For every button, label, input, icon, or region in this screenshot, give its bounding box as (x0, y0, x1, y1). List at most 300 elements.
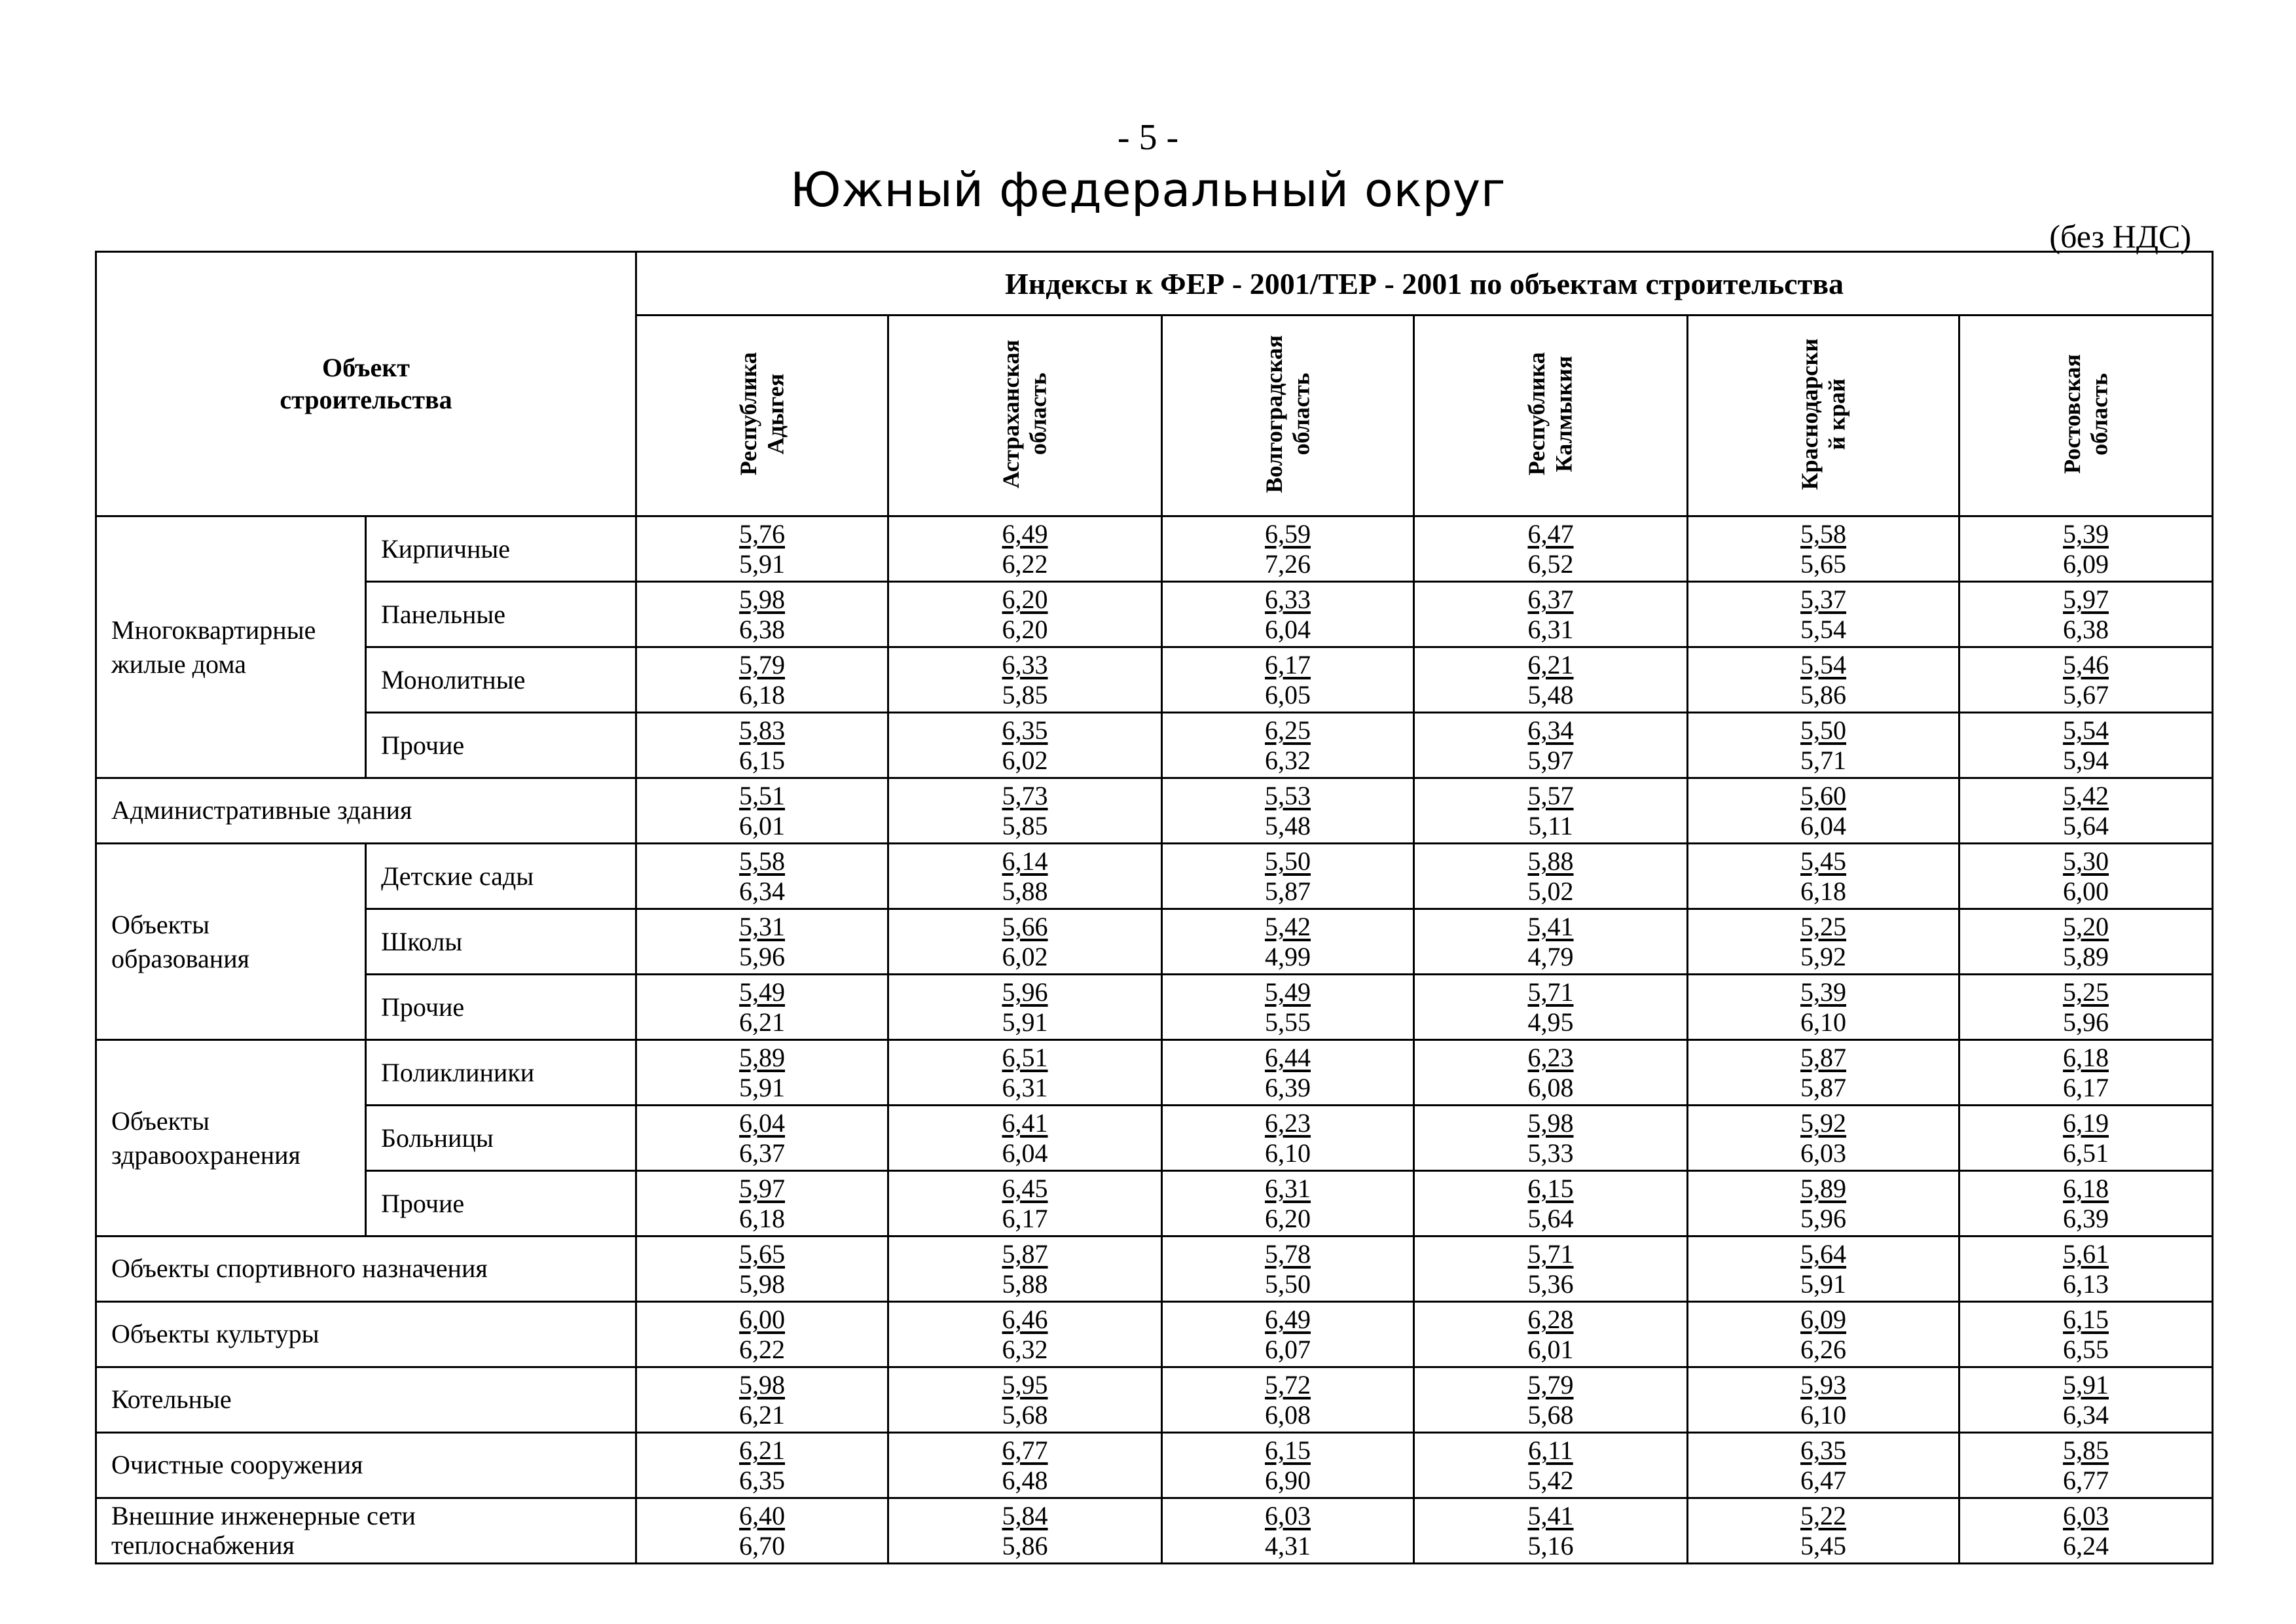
index-value-fer: 6,23 (1265, 1108, 1311, 1138)
index-value-ter: 7,26 (1265, 549, 1311, 579)
index-value-cell (636, 1433, 888, 1498)
table-row (96, 647, 2213, 713)
index-value-ter: 5,92 (1800, 941, 1846, 971)
index-value-fer: 5,97 (739, 1173, 785, 1203)
index-value-fer: 6,18 (2063, 1042, 2109, 1072)
index-value-fer: 5,39 (2063, 518, 2109, 549)
index-value-cell (1414, 909, 1688, 975)
index-value-fer: 5,97 (2063, 584, 2109, 614)
index-value-cell (636, 1367, 888, 1433)
index-value-ter: 6,08 (1265, 1399, 1311, 1430)
index-value-ter: 6,77 (2063, 1465, 2109, 1495)
index-value-cell (1688, 1106, 1959, 1171)
index-value-ter: 5,55 (1265, 1007, 1311, 1037)
index-value-fer: 5,61 (2063, 1238, 2109, 1269)
index-value-fer: 6,14 (1002, 846, 1048, 876)
index-value-ter: 6,20 (1265, 1203, 1311, 1233)
index-value-fer: 5,25 (2063, 977, 2109, 1007)
index-value-ter: 6,37 (739, 1138, 785, 1168)
index-value-cell (1688, 1040, 1959, 1106)
index-value-ter: 6,38 (2063, 614, 2109, 644)
object-group-label: Объекты здравоохранения (96, 1040, 366, 1236)
index-value-fer: 5,49 (739, 977, 785, 1007)
indices-header (636, 252, 2213, 316)
index-value-cell (1959, 1498, 2213, 1564)
index-value-cell (1162, 1040, 1414, 1106)
index-value-cell (1162, 1433, 1414, 1498)
index-value-fer: 5,31 (739, 911, 785, 941)
index-value-ter: 6,02 (1002, 745, 1048, 775)
index-value-ter: 6,51 (2063, 1138, 2109, 1168)
index-value-ter: 6,35 (739, 1465, 785, 1495)
index-value-fer: 6,35 (1002, 715, 1048, 745)
index-value-cell (1162, 516, 1414, 582)
index-value-fer: 5,58 (739, 846, 785, 876)
index-value-cell (1414, 582, 1688, 647)
index-value-cell (1162, 713, 1414, 778)
index-value-fer: 6,49 (1002, 518, 1048, 549)
index-value-ter: 6,22 (739, 1334, 785, 1364)
index-value-fer: 6,19 (2063, 1108, 2109, 1138)
index-value-ter: 6,18 (739, 679, 785, 710)
index-value-cell (1162, 1236, 1414, 1302)
index-value-cell (636, 778, 888, 844)
index-value-cell (1162, 1498, 1414, 1564)
index-value-fer: 5,84 (1002, 1500, 1048, 1530)
index-value-fer: 5,87 (1800, 1042, 1846, 1072)
index-value-fer: 5,45 (1800, 846, 1846, 876)
index-value-fer: 6,44 (1265, 1042, 1311, 1072)
index-value-cell (1959, 1433, 2213, 1498)
index-value-cell (888, 909, 1162, 975)
index-value-ter: 5,64 (1527, 1203, 1574, 1233)
table-row (96, 778, 2213, 844)
index-value-cell (888, 1367, 1162, 1433)
index-value-ter: 5,94 (2063, 745, 2109, 775)
index-value-fer: 5,83 (739, 715, 785, 745)
index-value-cell (1688, 1236, 1959, 1302)
index-value-ter: 6,34 (739, 876, 785, 906)
table-row (96, 975, 2213, 1040)
index-value-cell (1162, 647, 1414, 713)
index-value-ter: 6,04 (1265, 614, 1311, 644)
index-value-fer: 5,96 (1002, 977, 1048, 1007)
index-value-cell (1162, 1367, 1414, 1433)
index-value-ter: 5,96 (2063, 1007, 2109, 1037)
table-row (96, 1433, 2213, 1498)
vat-note: (без НДС) (2049, 218, 2191, 255)
index-value-cell (1414, 844, 1688, 909)
index-value-fer: 5,54 (1800, 649, 1846, 679)
index-value-cell (636, 1106, 888, 1171)
table-row (96, 1236, 2213, 1302)
index-value-cell (1688, 1367, 1959, 1433)
index-value-fer: 5,98 (1527, 1108, 1574, 1138)
index-value-fer: 5,65 (739, 1238, 785, 1269)
index-value-fer: 6,40 (739, 1500, 785, 1530)
index-value-ter: 6,01 (739, 810, 785, 840)
index-value-cell (1959, 1302, 2213, 1367)
index-value-fer: 6,00 (739, 1304, 785, 1334)
index-value-cell (636, 713, 888, 778)
index-value-ter: 5,16 (1527, 1530, 1574, 1561)
index-value-cell (1162, 1302, 1414, 1367)
index-value-fer: 5,98 (739, 1369, 785, 1399)
index-value-cell (1162, 582, 1414, 647)
index-value-fer: 5,98 (739, 584, 785, 614)
index-value-ter: 5,68 (1527, 1399, 1574, 1430)
index-value-fer: 5,73 (1002, 780, 1048, 810)
index-value-fer: 5,42 (1265, 911, 1311, 941)
index-value-fer: 6,04 (739, 1108, 785, 1138)
table-row (96, 582, 2213, 647)
index-value-fer: 5,71 (1527, 977, 1574, 1007)
index-value-cell (1414, 1171, 1688, 1236)
index-value-cell (888, 1236, 1162, 1302)
page-title: Южный федеральный округ (790, 162, 1506, 217)
index-value-ter: 6,07 (1265, 1334, 1311, 1364)
index-value-fer: 5,37 (1800, 584, 1846, 614)
index-value-fer: 5,78 (1265, 1238, 1311, 1269)
index-value-fer: 5,20 (2063, 911, 2109, 941)
index-value-fer: 5,41 (1527, 1500, 1574, 1530)
index-value-ter: 5,64 (2063, 810, 2109, 840)
index-value-cell (888, 713, 1162, 778)
index-value-fer: 6,33 (1002, 649, 1048, 679)
index-value-fer: 5,89 (1800, 1173, 1846, 1203)
index-value-fer: 5,79 (1527, 1369, 1574, 1399)
page-number: - 5 - (1117, 117, 1179, 158)
index-value-fer: 6,33 (1265, 584, 1311, 614)
object-label: Внешние инженерные сети теплоснабжения (96, 1498, 636, 1564)
index-value-fer: 6,35 (1800, 1435, 1846, 1465)
index-value-cell (1162, 778, 1414, 844)
index-value-ter: 6,18 (1800, 876, 1846, 906)
index-value-fer: 5,66 (1002, 911, 1048, 941)
index-value-fer: 5,58 (1800, 518, 1846, 549)
index-value-cell (1414, 1433, 1688, 1498)
index-value-ter: 6,31 (1002, 1072, 1048, 1102)
object-column-header-label: Объект строительства (280, 352, 452, 414)
index-value-cell (1959, 1106, 2213, 1171)
object-label: Объекты спортивного назначения (96, 1236, 636, 1302)
object-subtype-label: Прочие (366, 975, 636, 1040)
index-value-cell (1688, 1433, 1959, 1498)
index-value-cell (1959, 1367, 2213, 1433)
index-value-cell (1959, 975, 2213, 1040)
index-value-ter: 5,65 (1800, 549, 1846, 579)
index-value-ter: 5,11 (1528, 810, 1573, 840)
index-value-ter: 6,02 (1002, 941, 1048, 971)
index-value-fer: 6,37 (1527, 584, 1574, 614)
table-row (96, 909, 2213, 975)
object-subtype-label: Прочие (366, 713, 636, 778)
index-value-ter: 5,68 (1002, 1399, 1048, 1430)
index-value-ter: 5,88 (1002, 1269, 1048, 1299)
object-group-label: Многоквартирные жилые дома (96, 516, 366, 778)
index-value-cell (888, 516, 1162, 582)
index-value-ter: 5,85 (1002, 679, 1048, 710)
index-value-fer: 6,03 (1265, 1500, 1311, 1530)
index-value-fer: 5,57 (1527, 780, 1574, 810)
index-value-ter: 4,31 (1265, 1530, 1311, 1561)
index-value-ter: 5,48 (1527, 679, 1574, 710)
index-value-ter: 5,87 (1265, 876, 1311, 906)
index-value-fer: 5,41 (1527, 911, 1574, 941)
index-value-fer: 6,45 (1002, 1173, 1048, 1203)
index-value-fer: 5,71 (1527, 1238, 1574, 1269)
index-value-cell (1688, 975, 1959, 1040)
region-header-label: Волгоградская область (1260, 334, 1314, 494)
index-value-fer: 5,46 (2063, 649, 2109, 679)
index-table (95, 251, 2214, 1564)
index-value-fer: 6,15 (1527, 1173, 1574, 1203)
index-value-ter: 6,38 (739, 614, 785, 644)
index-value-fer: 6,20 (1002, 584, 1048, 614)
index-value-ter: 4,79 (1527, 941, 1574, 971)
index-value-ter: 6,70 (739, 1530, 785, 1561)
index-value-cell (888, 1498, 1162, 1564)
index-value-ter: 6,26 (1800, 1334, 1846, 1364)
index-value-cell (888, 582, 1162, 647)
index-value-ter: 5,67 (2063, 679, 2109, 710)
index-value-ter: 6,17 (2063, 1072, 2109, 1102)
index-value-cell (1688, 713, 1959, 778)
index-value-ter: 6,32 (1265, 745, 1311, 775)
index-value-fer: 6,41 (1002, 1108, 1048, 1138)
index-value-ter: 6,24 (2063, 1530, 2109, 1561)
index-value-cell (636, 975, 888, 1040)
index-value-ter: 5,50 (1265, 1269, 1311, 1299)
index-value-ter: 6,20 (1002, 614, 1048, 644)
index-value-cell (1162, 844, 1414, 909)
index-value-cell (1414, 713, 1688, 778)
table-row (96, 844, 2213, 909)
index-value-ter: 6,31 (1527, 614, 1574, 644)
index-value-cell (636, 1302, 888, 1367)
index-value-fer: 6,17 (1265, 649, 1311, 679)
index-value-cell (888, 1433, 1162, 1498)
index-value-fer: 5,93 (1800, 1369, 1846, 1399)
object-subtype-label: Школы (366, 909, 636, 975)
object-subtype-label: Кирпичные (366, 516, 636, 582)
region-header (1959, 316, 2213, 516)
index-value-ter: 5,02 (1527, 876, 1574, 906)
object-column-header (96, 252, 636, 516)
index-value-ter: 5,86 (1800, 679, 1846, 710)
index-value-cell (888, 975, 1162, 1040)
index-value-fer: 6,46 (1002, 1304, 1048, 1334)
table-row (96, 1498, 2213, 1564)
object-subtype-label: Панельные (366, 582, 636, 647)
index-value-cell (636, 1236, 888, 1302)
index-value-fer: 5,72 (1265, 1369, 1311, 1399)
index-value-cell (1414, 778, 1688, 844)
index-value-ter: 6,55 (2063, 1334, 2109, 1364)
index-value-ter: 6,47 (1800, 1465, 1846, 1495)
index-value-ter: 4,99 (1265, 941, 1311, 971)
index-value-cell (1414, 975, 1688, 1040)
index-value-cell (1959, 516, 2213, 582)
index-value-fer: 5,51 (739, 780, 785, 810)
object-label: Очистные сооружения (96, 1433, 636, 1498)
index-value-cell (1688, 647, 1959, 713)
index-value-ter: 6,39 (2063, 1203, 2109, 1233)
table-row (96, 516, 2213, 582)
index-value-ter: 6,04 (1800, 810, 1846, 840)
indices-header-label: Индексы к ФЕР - 2001/ТЕР - 2001 по объектам строительства (1004, 266, 1844, 300)
index-value-cell (888, 778, 1162, 844)
region-header (1162, 316, 1414, 516)
index-value-fer: 5,85 (2063, 1435, 2109, 1465)
index-value-fer: 5,50 (1800, 715, 1846, 745)
index-value-cell (1414, 1040, 1688, 1106)
index-value-fer: 6,77 (1002, 1435, 1048, 1465)
index-value-cell (888, 647, 1162, 713)
index-value-cell (1414, 1302, 1688, 1367)
index-value-cell (1688, 909, 1959, 975)
index-value-cell (1162, 909, 1414, 975)
object-label: Административные здания (96, 778, 636, 844)
index-value-fer: 5,95 (1002, 1369, 1048, 1399)
index-value-fer: 5,25 (1800, 911, 1846, 941)
index-value-ter: 6,10 (1800, 1007, 1846, 1037)
index-value-ter: 6,21 (739, 1399, 785, 1430)
object-label: Объекты культуры (96, 1302, 636, 1367)
index-value-fer: 5,79 (739, 649, 785, 679)
object-subtype-label: Больницы (366, 1106, 636, 1171)
index-value-ter: 6,39 (1265, 1072, 1311, 1102)
index-value-fer: 5,89 (739, 1042, 785, 1072)
index-value-ter: 6,13 (2063, 1269, 2109, 1299)
index-value-ter: 6,21 (739, 1007, 785, 1037)
index-value-cell (1414, 516, 1688, 582)
index-value-ter: 5,71 (1800, 745, 1846, 775)
index-value-ter: 6,34 (2063, 1399, 2109, 1430)
index-value-cell (1688, 1302, 1959, 1367)
index-value-ter: 5,97 (1527, 745, 1574, 775)
index-value-ter: 5,87 (1800, 1072, 1846, 1102)
index-value-fer: 6,23 (1527, 1042, 1574, 1072)
region-header-label: Республика Калмыкия (1523, 352, 1577, 476)
index-value-ter: 5,98 (739, 1269, 785, 1299)
index-value-fer: 6,51 (1002, 1042, 1048, 1072)
index-value-fer: 5,92 (1800, 1108, 1846, 1138)
index-value-ter: 6,18 (739, 1203, 785, 1233)
index-value-cell (888, 1106, 1162, 1171)
index-value-ter: 5,89 (2063, 941, 2109, 971)
index-value-ter: 6,01 (1527, 1334, 1574, 1364)
index-value-fer: 6,31 (1265, 1173, 1311, 1203)
table-row (96, 1106, 2213, 1171)
index-value-cell (636, 1171, 888, 1236)
region-header-label: Ростовская область (2058, 354, 2112, 474)
index-value-fer: 6,28 (1527, 1304, 1574, 1334)
index-value-ter: 6,15 (739, 745, 785, 775)
index-value-fer: 6,47 (1527, 518, 1574, 549)
index-value-cell (1162, 975, 1414, 1040)
index-value-ter: 6,08 (1527, 1072, 1574, 1102)
index-value-cell (1688, 844, 1959, 909)
index-value-fer: 6,15 (1265, 1435, 1311, 1465)
index-value-fer: 6,18 (2063, 1173, 2109, 1203)
table-row (96, 1367, 2213, 1433)
index-value-ter: 6,09 (2063, 549, 2109, 579)
index-value-cell (1959, 778, 2213, 844)
index-value-ter: 6,10 (1800, 1399, 1846, 1430)
index-value-cell (1959, 647, 2213, 713)
index-value-cell (1688, 1171, 1959, 1236)
index-value-cell (636, 1040, 888, 1106)
index-value-ter: 5,86 (1002, 1530, 1048, 1561)
index-value-ter: 6,32 (1002, 1334, 1048, 1364)
table-row (96, 1040, 2213, 1106)
object-subtype-label: Монолитные (366, 647, 636, 713)
index-value-cell (1414, 1236, 1688, 1302)
index-value-cell (1688, 778, 1959, 844)
object-subtype-label: Прочие (366, 1171, 636, 1236)
index-value-cell (1959, 1171, 2213, 1236)
index-value-ter: 5,91 (739, 1072, 785, 1102)
index-value-cell (888, 1040, 1162, 1106)
index-value-fer: 5,22 (1800, 1500, 1846, 1530)
index-value-fer: 6,11 (1528, 1435, 1573, 1465)
region-header (888, 316, 1162, 516)
index-value-cell (1414, 1498, 1688, 1564)
index-value-cell (636, 844, 888, 909)
object-group-label: Объекты образования (96, 844, 366, 1040)
index-value-ter: 5,33 (1527, 1138, 1574, 1168)
index-value-fer: 5,91 (2063, 1369, 2109, 1399)
index-value-fer: 6,15 (2063, 1304, 2109, 1334)
index-value-ter: 5,91 (1800, 1269, 1846, 1299)
object-subtype-label: Поликлиники (366, 1040, 636, 1106)
index-value-ter: 6,04 (1002, 1138, 1048, 1168)
index-value-cell (888, 1302, 1162, 1367)
index-value-ter: 5,48 (1265, 810, 1311, 840)
index-value-cell (1959, 1040, 2213, 1106)
index-value-fer: 5,50 (1265, 846, 1311, 876)
region-header (636, 316, 888, 516)
index-value-cell (1959, 582, 2213, 647)
index-value-fer: 5,30 (2063, 846, 2109, 876)
region-header-label: Краснодарски й край (1796, 338, 1850, 490)
region-header-label: Республика Адыгея (735, 352, 788, 476)
index-value-fer: 6,03 (2063, 1500, 2109, 1530)
index-value-ter: 6,90 (1265, 1465, 1311, 1495)
index-value-ter: 6,03 (1800, 1138, 1846, 1168)
index-value-fer: 6,25 (1265, 715, 1311, 745)
index-value-cell (888, 844, 1162, 909)
index-value-fer: 6,59 (1265, 518, 1311, 549)
index-value-cell (1414, 647, 1688, 713)
index-value-cell (636, 516, 888, 582)
index-value-cell (1959, 1236, 2213, 1302)
index-value-fer: 5,42 (2063, 780, 2109, 810)
index-value-fer: 6,34 (1527, 715, 1574, 745)
index-value-cell (1959, 713, 2213, 778)
index-value-ter: 5,96 (1800, 1203, 1846, 1233)
index-value-cell (1162, 1106, 1414, 1171)
index-value-cell (1414, 1106, 1688, 1171)
table-row (96, 1302, 2213, 1367)
index-value-fer: 6,49 (1265, 1304, 1311, 1334)
index-value-ter: 5,88 (1002, 876, 1048, 906)
index-value-cell (1959, 909, 2213, 975)
index-value-fer: 5,87 (1002, 1238, 1048, 1269)
index-value-ter: 6,17 (1002, 1203, 1048, 1233)
index-value-cell (1688, 582, 1959, 647)
